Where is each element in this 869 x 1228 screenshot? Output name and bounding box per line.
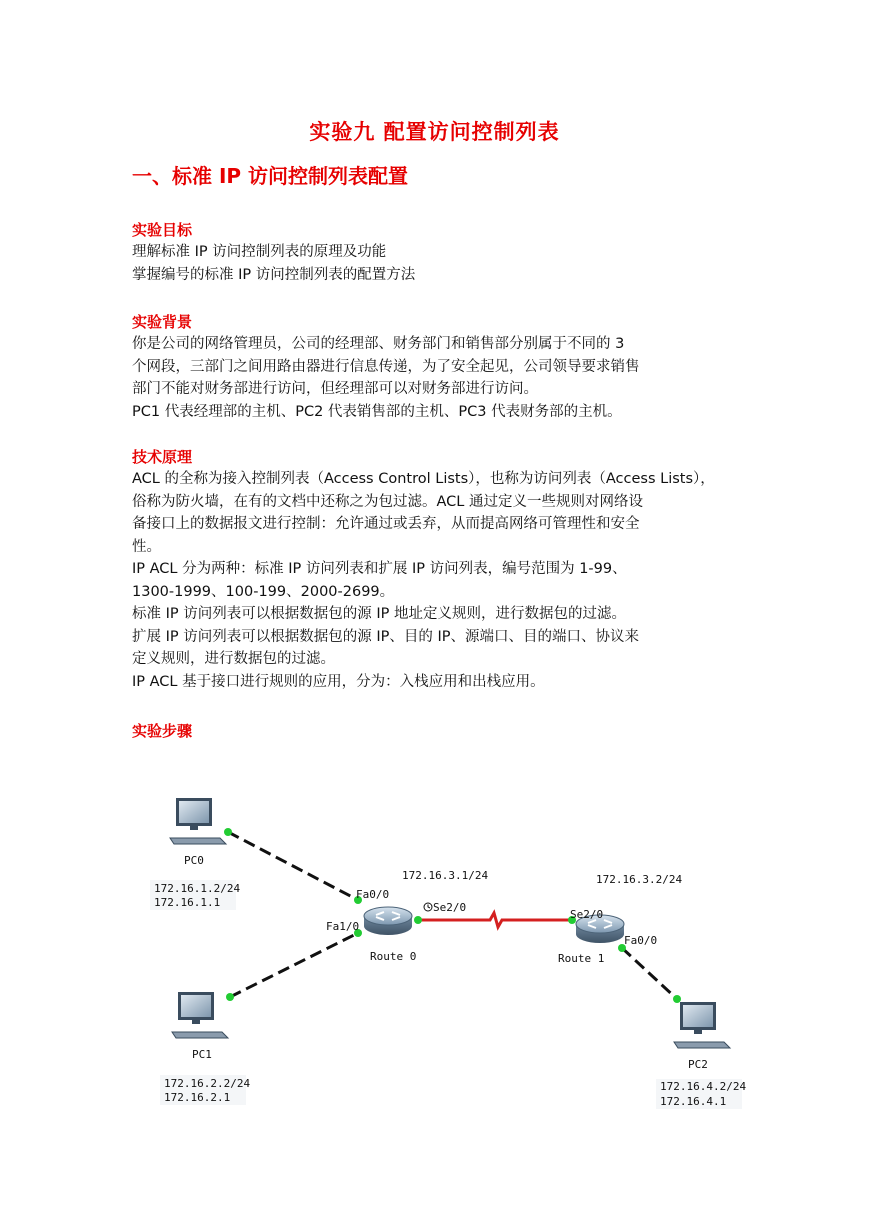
network-topology-diagram <box>140 790 760 1120</box>
pc2-name-label: PC2 <box>688 1058 708 1071</box>
router0-fa10-label: Fa1/0 <box>326 920 360 933</box>
router0-name-label: Route 0 <box>370 950 417 963</box>
principle-line: IP ACL 基于接口进行规则的应用，分为：入栈应用和出栈应用。 <box>132 673 545 690</box>
objectives-line: 掌握编号的标准 IP 访问控制列表的配置方法 <box>132 266 416 283</box>
background-section <box>132 311 742 423</box>
principle-line: 性。 <box>132 538 161 555</box>
link-status-dot <box>673 995 681 1003</box>
link-router1-pc2 <box>622 948 677 999</box>
background-line: 你是公司的网络管理员，公司的经理部、财务部门和销售部分别属于不同的 3 <box>132 336 625 352</box>
serial-link <box>418 913 572 927</box>
background-line: PC1 代表经理部的主机、PC2 代表销售部的主机、PC3 代表财务部的主机。 <box>132 403 622 420</box>
principle-line: 俗称为防火墙，在有的文档中还称之为包过滤。ACL 通过定义一些规则对网络设 <box>132 493 643 510</box>
router0-se20-label: Se2/0 <box>433 901 467 914</box>
principle-line: IP ACL 分为两种：标准 IP 访问列表和扩展 IP 访问列表，编号范围为 1-99、 <box>132 561 627 577</box>
pc2-computer-icon[interactable] <box>674 1002 730 1048</box>
pc1-computer-icon[interactable] <box>172 992 228 1038</box>
objectives-line: 理解标准 IP 访问控制列表的原理及功能 <box>132 244 387 260</box>
clock-icon <box>424 903 432 911</box>
background-line: 个网段，三部门之间用路由器进行信息传递，为了安全起见，公司领导要求销售 <box>132 358 640 375</box>
steps-heading: 实验步骤 <box>132 722 193 740</box>
pc0-ip-label: 172.16.1.2/24 <box>154 882 241 895</box>
principle-line: 定义规则，进行数据包的过滤。 <box>132 651 335 667</box>
pc1-gateway-label: 172.16.2.1 <box>164 1091 231 1104</box>
objectives-section <box>132 219 742 286</box>
router1-se20-label: Se2/0 <box>570 908 604 921</box>
principle-line: 标准 IP 访问列表可以根据数据包的源 IP 地址定义规则，进行数据包的过滤。 <box>132 606 626 622</box>
router0-ip-label: 172.16.3.1/24 <box>402 869 489 882</box>
pc2-ip-label: 172.16.4.2/24 <box>660 1080 747 1093</box>
link-status-dot <box>224 828 232 836</box>
pc2-gateway-label: 172.16.4.1 <box>660 1095 727 1108</box>
objectives-heading: 实验目标 <box>132 221 193 239</box>
document-title: 实验九 配置访问控制列表 <box>309 120 560 144</box>
pc0-gateway-label: 172.16.1.1 <box>154 896 221 909</box>
steps-section <box>132 720 742 742</box>
background-heading: 实验背景 <box>132 313 193 331</box>
background-line: 部门不能对财务部进行访问，但经理部可以对财务部进行访问。 <box>132 381 538 397</box>
principle-section <box>132 446 742 693</box>
principle-line: 备接口上的数据报文进行控制：允许通过或丢弃，从而提高网络可管理性和安全 <box>132 516 640 532</box>
section-title: 一、标准 IP 访问控制列表配置 <box>132 164 409 188</box>
router0-icon[interactable] <box>364 907 412 935</box>
principle-heading: 技术原理 <box>132 448 193 466</box>
link-status-dot <box>226 993 234 1001</box>
link-status-dot <box>414 916 422 924</box>
pc1-name-label: PC1 <box>192 1048 212 1061</box>
pc0-name-label: PC0 <box>184 854 204 867</box>
principle-line: ACL 的全称为接入控制列表（Access Control Lists），也称为访问列表（Access Lists）， <box>132 471 715 487</box>
link-pc1-router0 <box>230 933 358 997</box>
router1-name-label: Route 1 <box>558 952 605 965</box>
link-pc0-router0 <box>228 832 358 900</box>
router0-fa00-label: Fa0/0 <box>356 888 390 901</box>
pc1-ip-label: 172.16.2.2/24 <box>164 1077 251 1090</box>
principle-line: 扩展 IP 访问列表可以根据数据包的源 IP、目的 IP、源端口、目的端口、协议来 <box>132 628 639 645</box>
principle-line: 1300-1999、100-199、2000-2699。 <box>132 583 395 600</box>
pc0-computer-icon[interactable] <box>170 798 226 844</box>
router1-fa00-label: Fa0/0 <box>624 934 658 947</box>
router1-ip-label: 172.16.3.2/24 <box>596 873 683 886</box>
